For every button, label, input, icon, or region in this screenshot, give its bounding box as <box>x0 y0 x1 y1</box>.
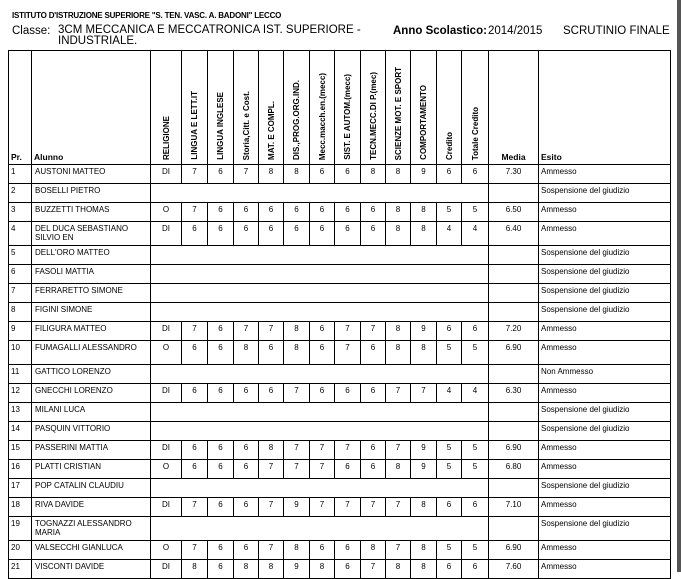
grade-cell: 7 <box>310 498 335 517</box>
student-name: FILIGURA MATTEO <box>32 322 151 341</box>
student-name: RIVA DAVIDE <box>32 498 151 517</box>
student-name: AUSTONI MATTEO <box>32 165 151 184</box>
grade-cell: 6 <box>361 222 386 246</box>
esito-value: Sospensione del giudizio <box>539 246 671 265</box>
grade-cell: 6 <box>437 560 462 579</box>
grade-cell: 6 <box>208 498 234 517</box>
esito-value: Ammesso <box>539 384 671 403</box>
grade-cell: 7 <box>335 322 361 341</box>
col-pr: Pr. <box>9 51 32 165</box>
grade-cell: 7 <box>234 165 259 184</box>
grade-cell: 6 <box>208 560 234 579</box>
grade-cell: 6 <box>182 222 208 246</box>
grade-cell: 7 <box>259 498 284 517</box>
media-value <box>489 265 539 284</box>
grade-cell: 5 <box>462 341 489 365</box>
table-row <box>9 541 671 560</box>
grade-cell: 8 <box>234 560 259 579</box>
col-subject <box>182 51 208 165</box>
esito-value: Sospensione del giudizio <box>539 403 671 422</box>
grade-cell: 6 <box>335 165 361 184</box>
grade-cell: 6 <box>361 460 386 479</box>
media-value: 6.40 <box>489 222 539 246</box>
grade-cell: 6 <box>208 341 234 365</box>
media-value: 6.90 <box>489 341 539 365</box>
esito-value: Ammesso <box>539 560 671 579</box>
grade-cell: 7 <box>361 322 386 341</box>
grade-cell: O <box>151 341 182 365</box>
grade-cell: 8 <box>284 541 310 560</box>
student-name: PASQUIN VITTORIO <box>32 422 151 441</box>
row-number: 14 <box>9 422 32 441</box>
grade-cell: 6 <box>335 203 361 222</box>
grades-empty <box>151 365 489 384</box>
col-subject <box>361 51 386 165</box>
grade-cell: 7 <box>182 203 208 222</box>
grade-cell: 8 <box>386 560 411 579</box>
grade-cell: 4 <box>462 384 489 403</box>
media-value: 7.60 <box>489 560 539 579</box>
esito-value: Sospensione del giudizio <box>539 479 671 498</box>
esito-value: Sospensione del giudizio <box>539 303 671 322</box>
subject-label: Storia,Citt. e Cost. <box>241 90 251 160</box>
media-value: 7.10 <box>489 498 539 517</box>
table-row <box>9 460 671 479</box>
grade-cell: 9 <box>411 441 437 460</box>
grade-cell: 6 <box>335 384 361 403</box>
student-name: POP CATALIN CLAUDIU <box>32 479 151 498</box>
grade-cell: 8 <box>259 165 284 184</box>
media-value <box>489 184 539 203</box>
col-subject <box>208 51 234 165</box>
subject-label: LINGUA INGLESE <box>216 92 225 160</box>
grade-cell: 8 <box>284 165 310 184</box>
grade-cell: 6 <box>234 460 259 479</box>
grade-cell: 6 <box>335 541 361 560</box>
grade-cell: 7 <box>284 384 310 403</box>
grade-cell: 7 <box>182 165 208 184</box>
grade-cell: 6 <box>437 498 462 517</box>
table-row <box>9 341 671 365</box>
grade-cell: O <box>151 541 182 560</box>
table-row <box>9 560 671 579</box>
col-subject <box>386 51 411 165</box>
media-value: 6.90 <box>489 541 539 560</box>
col-subject <box>335 51 361 165</box>
table-row <box>9 322 671 341</box>
grade-cell: 6 <box>310 541 335 560</box>
media-value <box>489 246 539 265</box>
grade-cell: 6 <box>361 203 386 222</box>
media-value <box>489 479 539 498</box>
subject-label: COMPORTAMENTO <box>419 85 428 160</box>
year-value: 2014/2015 <box>488 25 543 37</box>
grade-cell: 6 <box>234 498 259 517</box>
grade-cell: 7 <box>182 322 208 341</box>
row-number: 15 <box>9 441 32 460</box>
grade-cell: 6 <box>462 560 489 579</box>
row-number: 1 <box>9 165 32 184</box>
student-name: VISCONTI DAVIDE <box>32 560 151 579</box>
media-value <box>489 403 539 422</box>
grade-cell: 7 <box>259 322 284 341</box>
row-number: 2 <box>9 184 32 203</box>
grade-cell: 6 <box>259 341 284 365</box>
grade-cell: 8 <box>411 222 437 246</box>
grade-cell: 8 <box>386 165 411 184</box>
institute-name: ISTITUTO D'ISTRUZIONE SUPERIORE "S. TEN. VASC. A. BADONI" LECCO <box>12 11 282 20</box>
grade-cell: 7 <box>335 498 361 517</box>
esito-value: Ammesso <box>539 498 671 517</box>
grade-cell: 7 <box>182 541 208 560</box>
grade-cell: 6 <box>259 222 284 246</box>
subject-label: LINGUA E LETT.IT <box>190 91 199 160</box>
student-name: TOGNAZZI ALESSANDRO MARIA <box>32 517 151 541</box>
media-value <box>489 303 539 322</box>
media-value <box>489 284 539 303</box>
subject-label: SCIENZE MOT. E SPORT <box>393 66 403 160</box>
col-subject <box>437 51 462 165</box>
grade-cell: 8 <box>310 560 335 579</box>
grade-cell: 7 <box>284 460 310 479</box>
row-number: 3 <box>9 203 32 222</box>
grade-cell: 7 <box>335 341 361 365</box>
grade-cell: 6 <box>335 560 361 579</box>
grade-cell: 6 <box>462 322 489 341</box>
esito-value: Ammesso <box>539 222 671 246</box>
row-number: 17 <box>9 479 32 498</box>
grade-cell: 7 <box>361 560 386 579</box>
media-value: 6.50 <box>489 203 539 222</box>
student-name: MILANI LUCA <box>32 403 151 422</box>
grade-cell: 6 <box>234 384 259 403</box>
grade-cell: 6 <box>462 498 489 517</box>
grade-cell: 7 <box>259 541 284 560</box>
table-row <box>9 441 671 460</box>
grade-cell: 6 <box>182 441 208 460</box>
row-number: 21 <box>9 560 32 579</box>
col-subject <box>284 51 310 165</box>
grades-empty <box>151 422 489 441</box>
subject-label: Totale Credito <box>470 106 480 160</box>
session-title: SCRUTINIO FINALE <box>563 25 670 37</box>
grade-cell: DI <box>151 165 182 184</box>
grade-cell: 8 <box>411 541 437 560</box>
media-value <box>489 517 539 541</box>
grade-cell: O <box>151 203 182 222</box>
esito-value: Sospensione del giudizio <box>539 284 671 303</box>
row-number: 9 <box>9 322 32 341</box>
grade-cell: 8 <box>411 203 437 222</box>
grade-cell: 6 <box>437 322 462 341</box>
col-subject <box>310 51 335 165</box>
media-value <box>489 365 539 384</box>
grade-cell: 6 <box>310 341 335 365</box>
row-number: 4 <box>9 222 32 246</box>
grade-cell: DI <box>151 222 182 246</box>
grade-cell: 7 <box>386 441 411 460</box>
student-name: VALSECCHI GIANLUCA <box>32 541 151 560</box>
subject-label: MAT. E COMPL. <box>266 101 276 160</box>
esito-value: Ammesso <box>539 541 671 560</box>
grade-cell: 6 <box>437 165 462 184</box>
grades-empty <box>151 303 489 322</box>
window-edge <box>677 0 681 572</box>
grade-cell: 6 <box>208 384 234 403</box>
student-name: FERRARETTO SIMONE <box>32 284 151 303</box>
grade-cell: 8 <box>386 222 411 246</box>
table-row <box>9 303 671 322</box>
media-value: 7.20 <box>489 322 539 341</box>
student-name: GATTICO LORENZO <box>32 365 151 384</box>
row-number: 13 <box>9 403 32 422</box>
subject-label: TECN.MECC.DI P.(mec) <box>368 72 378 160</box>
col-subject <box>151 51 182 165</box>
grade-cell: 8 <box>386 203 411 222</box>
grade-cell: 4 <box>437 384 462 403</box>
grade-cell: 5 <box>462 460 489 479</box>
student-name: PASSERINI MATTIA <box>32 441 151 460</box>
table-row <box>9 265 671 284</box>
table-row <box>9 222 671 246</box>
col-subject <box>462 51 489 165</box>
media-value: 6.80 <box>489 460 539 479</box>
grade-cell: 6 <box>284 203 310 222</box>
row-number: 6 <box>9 265 32 284</box>
grade-cell: 7 <box>259 460 284 479</box>
grade-cell: 9 <box>411 165 437 184</box>
grade-cell: 7 <box>386 498 411 517</box>
row-number: 16 <box>9 460 32 479</box>
grade-cell: 6 <box>208 460 234 479</box>
grade-cell: 6 <box>208 165 234 184</box>
grade-cell: 8 <box>386 341 411 365</box>
subject-label: DIS.,PROG.ORG.IND. <box>292 79 301 160</box>
esito-value: Sospensione del giudizio <box>539 265 671 284</box>
grade-cell: 7 <box>310 460 335 479</box>
student-name: FUMAGALLI ALESSANDRO <box>32 341 151 365</box>
grade-cell: 8 <box>259 441 284 460</box>
grade-cell: 8 <box>182 560 208 579</box>
grade-cell: 9 <box>411 460 437 479</box>
grade-cell: 6 <box>462 165 489 184</box>
esito-value: Non Ammesso <box>539 365 671 384</box>
grades-empty <box>151 246 489 265</box>
esito-value: Sospensione del giudizio <box>539 184 671 203</box>
grade-cell: 6 <box>234 541 259 560</box>
grade-cell: 7 <box>386 384 411 403</box>
subject-label: Mecc.macch.en.(mecc) <box>317 72 327 160</box>
row-number: 11 <box>9 365 32 384</box>
student-name: FASOLI MATTIA <box>32 265 151 284</box>
grade-cell: DI <box>151 441 182 460</box>
grade-cell: 5 <box>437 203 462 222</box>
grade-cell: 6 <box>310 322 335 341</box>
grade-cell: 6 <box>310 222 335 246</box>
grades-empty <box>151 284 489 303</box>
grade-cell: 8 <box>234 341 259 365</box>
esito-value: Ammesso <box>539 165 671 184</box>
grade-cell: 5 <box>437 341 462 365</box>
row-number: 5 <box>9 246 32 265</box>
class-value: 3CM MECCANICA E MECCATRONICA IST. SUPERIORE - INDUSTRIALE. <box>58 24 361 47</box>
esito-value: Ammesso <box>539 203 671 222</box>
grade-cell: 7 <box>310 441 335 460</box>
esito-value: Ammesso <box>539 341 671 365</box>
media-value: 7.30 <box>489 165 539 184</box>
student-name: BOSELLI PIETRO <box>32 184 151 203</box>
subject-label: SIST. E AUTOM.(mecc) <box>343 74 352 160</box>
grade-cell: 6 <box>182 341 208 365</box>
grade-cell: 6 <box>182 460 208 479</box>
grade-cell: 5 <box>462 203 489 222</box>
grade-cell: 6 <box>208 203 234 222</box>
grades-table <box>8 50 671 579</box>
grade-cell: 8 <box>284 341 310 365</box>
table-row <box>9 517 671 541</box>
media-value: 6.30 <box>489 384 539 403</box>
grade-cell: 7 <box>234 322 259 341</box>
table-row <box>9 246 671 265</box>
grade-cell: 6 <box>208 322 234 341</box>
grade-cell: 6 <box>310 384 335 403</box>
student-name: FIGINI SIMONE <box>32 303 151 322</box>
col-subject <box>259 51 284 165</box>
grade-cell: 7 <box>361 498 386 517</box>
col-media: Media <box>489 51 539 165</box>
grade-cell: 6 <box>310 203 335 222</box>
header-row <box>9 51 671 165</box>
grade-cell: 6 <box>361 441 386 460</box>
grade-cell: O <box>151 460 182 479</box>
year-label: Anno Scolastico: <box>393 25 487 37</box>
grade-cell: 6 <box>335 460 361 479</box>
grade-cell: 9 <box>284 560 310 579</box>
table-row <box>9 365 671 384</box>
grade-cell: 9 <box>411 322 437 341</box>
col-subject <box>411 51 437 165</box>
col-subject <box>234 51 259 165</box>
grade-cell: DI <box>151 560 182 579</box>
col-alunno: Alunno <box>32 51 151 165</box>
col-esito: Esito <box>539 51 671 165</box>
esito-value: Sospensione del giudizio <box>539 517 671 541</box>
grades-empty <box>151 184 489 203</box>
table-row <box>9 403 671 422</box>
esito-value: Sospensione del giudizio <box>539 422 671 441</box>
row-number: 8 <box>9 303 32 322</box>
grade-cell: 6 <box>234 222 259 246</box>
grade-cell: 6 <box>284 222 310 246</box>
grade-cell: 8 <box>259 560 284 579</box>
grade-cell: 5 <box>437 460 462 479</box>
grade-cell: DI <box>151 384 182 403</box>
table-row <box>9 384 671 403</box>
media-value <box>489 422 539 441</box>
esito-value: Ammesso <box>539 441 671 460</box>
table-row <box>9 498 671 517</box>
grade-cell: 4 <box>437 222 462 246</box>
student-name: PLATTI CRISTIAN <box>32 460 151 479</box>
grades-empty <box>151 479 489 498</box>
row-number: 19 <box>9 517 32 541</box>
esito-value: Ammesso <box>539 322 671 341</box>
grade-cell: 6 <box>310 165 335 184</box>
media-value: 6.90 <box>489 441 539 460</box>
table-row <box>9 203 671 222</box>
grade-cell: 5 <box>437 441 462 460</box>
grade-cell: 8 <box>411 498 437 517</box>
grade-cell: 8 <box>411 341 437 365</box>
row-number: 18 <box>9 498 32 517</box>
subject-label: Credito <box>444 132 454 160</box>
grade-cell: 6 <box>361 341 386 365</box>
grade-cell: 4 <box>462 222 489 246</box>
grade-cell: 6 <box>259 384 284 403</box>
grade-cell: 8 <box>386 322 411 341</box>
grades-empty <box>151 403 489 422</box>
grade-cell: 9 <box>284 498 310 517</box>
row-number: 20 <box>9 541 32 560</box>
row-number: 7 <box>9 284 32 303</box>
grade-cell: 7 <box>386 541 411 560</box>
class-label: Classe: <box>12 25 51 37</box>
grade-cell: 5 <box>462 441 489 460</box>
student-name: DEL DUCA SEBASTIANO SILVIO EN <box>32 222 151 246</box>
table-row <box>9 184 671 203</box>
grade-cell: 8 <box>386 460 411 479</box>
table-row <box>9 165 671 184</box>
student-name: GNECCHI LORENZO <box>32 384 151 403</box>
esito-value: Ammesso <box>539 460 671 479</box>
grade-cell: 6 <box>234 203 259 222</box>
grade-cell: 6 <box>182 384 208 403</box>
grade-cell: 7 <box>411 384 437 403</box>
grade-cell: 5 <box>462 541 489 560</box>
grade-cell: 6 <box>361 384 386 403</box>
table-row <box>9 422 671 441</box>
student-name: BUZZETTI THOMAS <box>32 203 151 222</box>
grade-cell: DI <box>151 322 182 341</box>
grade-cell: 8 <box>411 560 437 579</box>
grade-cell: 6 <box>208 541 234 560</box>
grade-cell: 6 <box>234 441 259 460</box>
grade-cell: DI <box>151 498 182 517</box>
grade-cell: 8 <box>284 322 310 341</box>
row-number: 12 <box>9 384 32 403</box>
grade-cell: 5 <box>437 541 462 560</box>
student-name: DELL'ORO MATTEO <box>32 246 151 265</box>
grade-cell: 7 <box>335 441 361 460</box>
table-row <box>9 479 671 498</box>
grade-cell: 8 <box>361 541 386 560</box>
grade-cell: 6 <box>208 441 234 460</box>
grades-empty <box>151 265 489 284</box>
table-row <box>9 284 671 303</box>
grade-cell: 8 <box>361 165 386 184</box>
grade-cell: 6 <box>335 222 361 246</box>
grade-cell: 6 <box>259 203 284 222</box>
grade-cell: 7 <box>284 441 310 460</box>
subject-label: RELIGIONE <box>161 115 171 160</box>
grade-cell: 6 <box>208 222 234 246</box>
grade-cell: 7 <box>182 498 208 517</box>
grades-empty <box>151 517 489 541</box>
row-number: 10 <box>9 341 32 365</box>
